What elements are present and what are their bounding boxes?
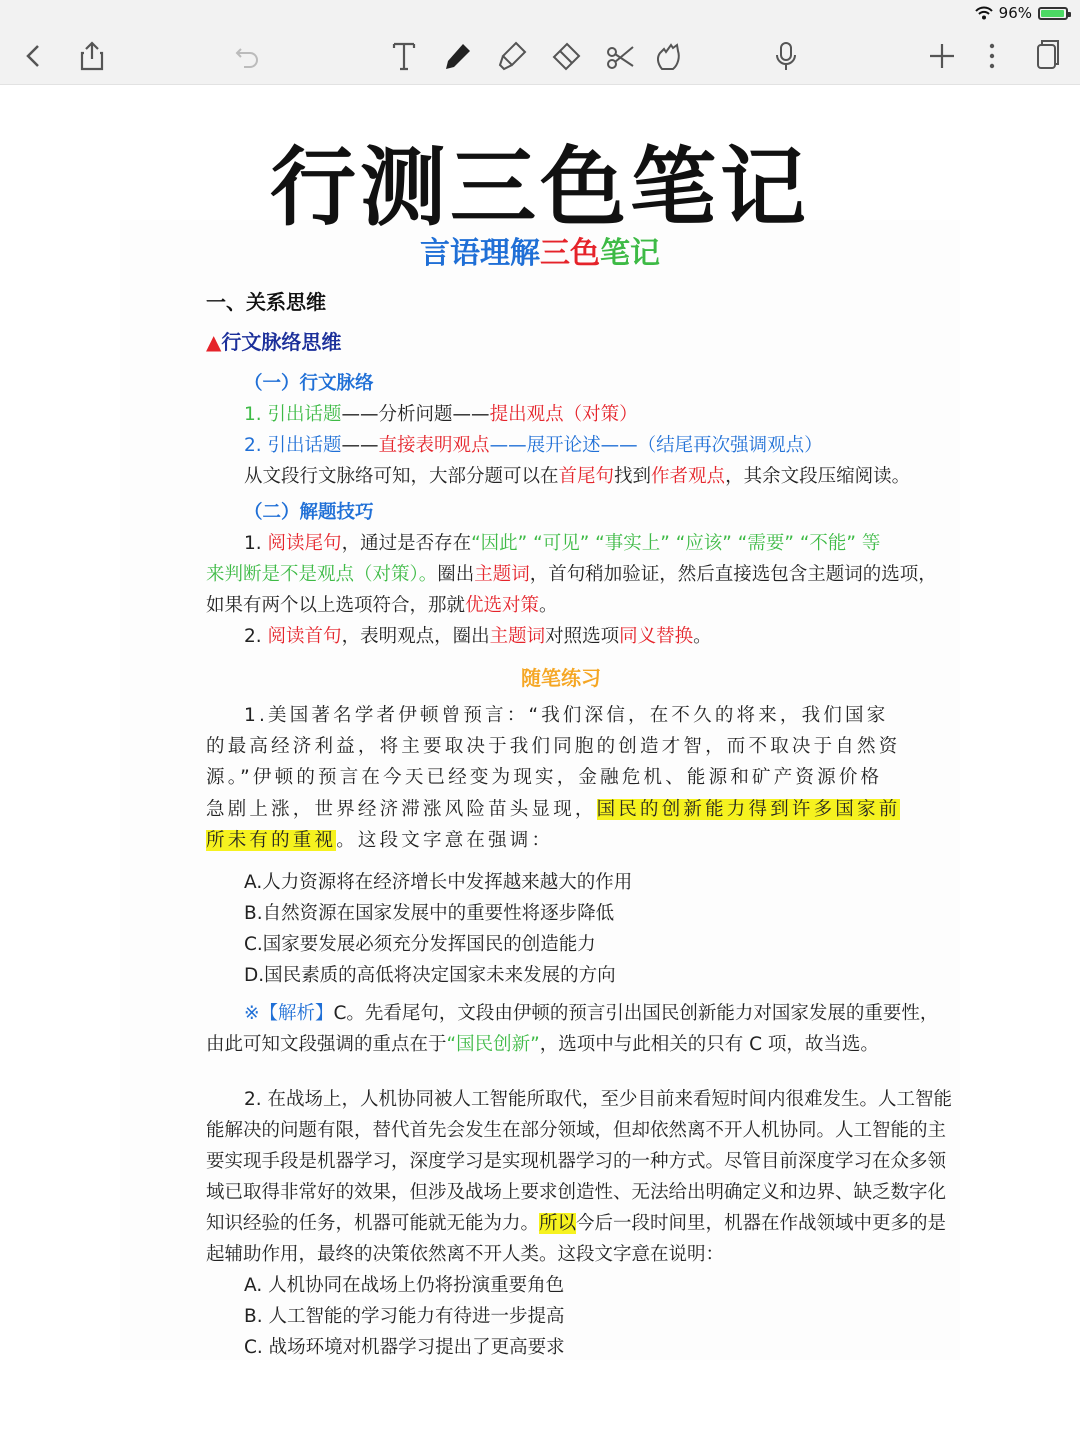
q2-line-6: 起辅助作用，最终的决策依然离不开人类。这段文字意在说明： (206, 1244, 725, 1265)
add-button[interactable] (922, 36, 962, 76)
s2-p1b-a: 来判断是不是观点（对策）。 (206, 564, 438, 585)
heading-2-text: 行文脉络思维 (221, 330, 342, 354)
q2-l5-a: 知识经验的任务，机器可能就无能为力。 (206, 1213, 540, 1234)
q1-line-4 (206, 795, 900, 821)
eraser-tool-button[interactable] (546, 36, 586, 76)
microphone-icon (769, 39, 803, 73)
q2-option-b: B. 人工智能的学习能力有待进一步提高 (244, 1306, 565, 1327)
s2-p2-d: 主题词 (489, 626, 546, 647)
s1-l1-c: 提出观点（对策） (489, 404, 638, 425)
s2-p2-e: 对照选项 (545, 626, 620, 647)
s2-para-1-line-1 (244, 529, 880, 555)
q2-line-3: 要实现手段是机器学习，深度学习是实现机器学习的一种方式。尽管目前深度学习在众多领 (206, 1151, 947, 1172)
more-vertical-icon (975, 39, 1009, 73)
s1-l3-b: 首尾句 (558, 466, 615, 487)
battery-icon (1038, 7, 1068, 20)
s1-l3-e: ，其余文段压缩阅读。 (725, 466, 911, 487)
scissors-icon (603, 39, 637, 73)
practice-heading: 随笔练习 (521, 666, 601, 690)
lasso-tool-button[interactable] (600, 36, 640, 76)
s2-para-1-line-3 (206, 591, 558, 617)
triangle-marker: ▲ (206, 330, 222, 354)
s1-l1-b: ——分析问题—— (341, 404, 490, 425)
analysis-label: ※【解析】 (244, 1003, 334, 1024)
toolbar (0, 26, 1080, 85)
s2-para-1-line-2 (206, 560, 937, 586)
q1-line-3: 源。”伊顿的预言在今天已经变为现实，金融危机、能源和矿产资源价格 (206, 767, 883, 788)
text-tool-icon (387, 39, 421, 73)
q1-option-c: C.国家要发展必须充分发挥国民的创造能力 (244, 934, 596, 955)
share-icon (75, 39, 109, 73)
s2-p1a-d: “因此” “可见” “事实上” “应该” “需要” “不能” 等 (471, 533, 881, 554)
q2-line-2: 能解决的问题有限，替代首先会发生在部分领域，但却依然离不开人机协同。人工智能的主 (206, 1120, 947, 1141)
q2-line-1: 2. 在战场上，人机协同被人工智能所取代，至少目前来看短时间内很难发生。人工智能 (244, 1089, 953, 1110)
s1-line-3 (244, 462, 910, 488)
pages-button[interactable] (1026, 36, 1066, 76)
subtitle-part-c: 笔记 (600, 236, 660, 271)
s2-p1a-a: 1. (244, 533, 268, 554)
s1-l2-c: 直接表明观点 (378, 435, 490, 456)
q1-analysis-line-2 (206, 1030, 879, 1056)
q2-option-a: A. 人机协同在战场上仍将扮演重要角色 (244, 1275, 565, 1296)
q2-option-c: C. 战场环境对机器学习提出了更高要求 (244, 1337, 565, 1358)
s2-p2-a: 2. (244, 626, 268, 647)
s2-p2-b: 阅读首句 (267, 626, 342, 647)
s1-line-2 (244, 431, 823, 457)
q1-ana1-b: C。先看尾句，文段由伊顿的预言引出国民创新能力对国家发展的重要性， (333, 1003, 939, 1024)
q2-line-5 (206, 1209, 946, 1235)
highlighter-tool-button[interactable] (492, 36, 532, 76)
pen-icon (441, 39, 475, 73)
chevron-left-icon (17, 39, 51, 73)
s2-p2-f: 同义替换 (619, 626, 694, 647)
more-button[interactable] (972, 36, 1012, 76)
q1-l4-highlight: 国民的创新能力得到许多国家前 (596, 799, 901, 820)
s2-p2-g: 。 (693, 626, 712, 647)
s2-para-2 (244, 622, 712, 648)
heading-2 (206, 326, 341, 355)
section-2-heading: （二）解题技巧 (244, 502, 374, 523)
s1-l3-c: 找到 (614, 466, 652, 487)
highlighter-icon (495, 39, 529, 73)
battery-percent: 96% (998, 4, 1032, 22)
heading-1: 一、关系思维 (206, 290, 326, 314)
q1-line-1: 1.美国著名学者伊顿曾预言：“我们深信，在不久的将来，我们国家 (244, 705, 889, 726)
page-title: 行测三色笔记 (270, 138, 810, 238)
hand-tool-button[interactable] (648, 36, 688, 76)
undo-icon (231, 39, 265, 73)
status-right (975, 4, 1068, 22)
share-button[interactable] (72, 36, 112, 76)
q2-line-4: 域已取得非常好的效果，但涉及战场上要求创造性、无法给出明确定义和边界、缺乏数字化 (206, 1182, 947, 1203)
s2-p1c-c: 。 (539, 595, 558, 616)
pages-icon (1029, 39, 1063, 73)
q2-l5-c: 今后一段时间里，机器在作战领域中更多的是 (576, 1213, 947, 1234)
q1-l4-a: 急剧上涨，世界经济滞涨风险苗头显现， (206, 799, 597, 820)
s2-p1a-c: ，通过是否存在 (341, 533, 472, 554)
q1-ana2-a: 由此可知文段强调的重点在于 (206, 1034, 447, 1055)
status-bar (0, 0, 1080, 26)
q1-ana2-b: “国民创新” (446, 1034, 540, 1055)
s2-p1b-d: ，首句稍加验证，然后直接选包含主题词的选项， (529, 564, 937, 585)
s2-p1b-b: 圈出 (437, 564, 475, 585)
s1-l1-a: 1. 引出话题 (244, 404, 342, 425)
back-button[interactable] (14, 36, 54, 76)
wifi-icon (975, 6, 993, 20)
q1-ana2-c: ，选项中与此相关的只有 C 项，故当选。 (539, 1034, 879, 1055)
subtitle-part-a: 言语理解 (420, 236, 540, 271)
s1-line-1 (244, 400, 638, 426)
s1-l2-a: 2. 引出话题 (244, 435, 342, 456)
s1-l2-b: —— (341, 435, 379, 456)
q1-l5-b: 。这段文字意在强调： (336, 830, 554, 851)
s2-p1b-c: 主题词 (474, 564, 530, 585)
s1-l2-d: ——展开论述——（结尾再次强调观点） (489, 435, 823, 456)
s2-p1c-b: 优选对策 (465, 595, 540, 616)
q1-line-5 (206, 826, 553, 852)
document-subtitle (0, 228, 1080, 272)
q1-option-a: A.人力资源将在经济增长中发挥越来越大的作用 (244, 872, 633, 893)
q1-option-d: D.国民素质的高低将决定国家未来发展的方向 (244, 965, 616, 986)
s1-l3-d: 作者观点 (651, 466, 726, 487)
s2-p1c-a: 如果有两个以上选项符合，那就 (206, 595, 466, 616)
s2-p1a-b: 阅读尾句 (267, 533, 342, 554)
q1-analysis-line-1 (244, 999, 938, 1025)
subtitle-part-b: 三色 (540, 236, 600, 271)
s2-p2-c: ，表明观点，圈出 (341, 626, 490, 647)
undo-button[interactable] (228, 36, 268, 76)
s1-l3-a: 从文段行文脉络可知，大部分题可以在 (244, 466, 559, 487)
plus-icon (925, 39, 959, 73)
microphone-button[interactable] (766, 36, 806, 76)
text-tool-button[interactable] (384, 36, 424, 76)
pen-tool-button[interactable] (438, 36, 478, 76)
q1-line-2: 的最高经济利益，将主要取决于我们同胞的创造才智，而不取决于自然资 (206, 736, 901, 757)
section-1-heading: （一）行文脉络 (244, 373, 374, 394)
hand-icon (651, 39, 685, 73)
q1-l5-highlight: 所未有的重视 (206, 830, 337, 851)
q2-l5-highlight: 所以 (539, 1213, 577, 1234)
q1-option-b: B.自然资源在国家发展中的重要性将逐步降低 (244, 903, 615, 924)
eraser-icon (549, 39, 583, 73)
